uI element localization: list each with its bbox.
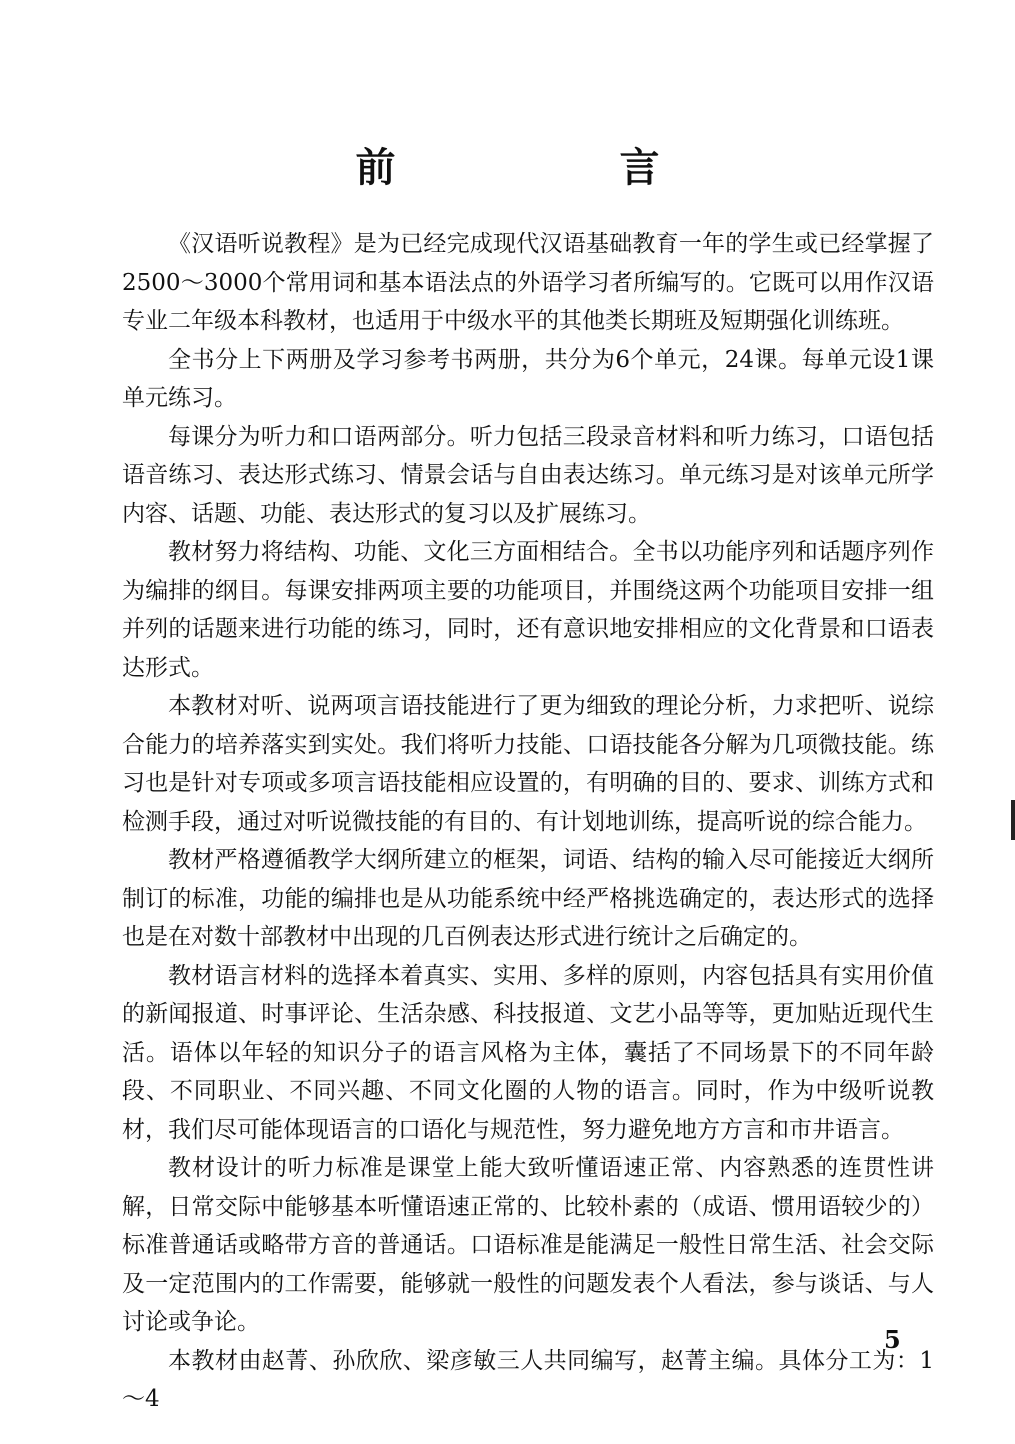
scan-edge-mark xyxy=(1011,800,1015,840)
paragraph: 全书分上下两册及学习参考书两册，共分为6个单元，24课。每单元设1课单元练习。 xyxy=(122,346,934,411)
paragraph: 教材努力将结构、功能、文化三方面相结合。全书以功能序列和话题序列作为编排的纲目。每课安排两项主要的功能项目，并围绕这两个功能项目安排一组并列的话题来进行功能的练习，同时，还有意识地安排相应的文化背景和口语表达形式。 xyxy=(122,539,934,681)
page-number: 5 xyxy=(884,1325,901,1354)
paragraph: 《汉语听说教程》是为已经完成现代汉语基础教育一年的学生或已经掌握了2500～3000个常用词和基本语法点的外语学习者所编写的。它既可以用作汉语专业二年级本科教材，也适用于中级水平的其他类长期班及短期强化训练班。 xyxy=(122,231,934,334)
preface-body xyxy=(122,225,934,1419)
paragraph: 教材严格遵循教学大纲所建立的框架，词语、结构的输入尽可能接近大纲所制订的标准，功能的编排也是从功能系统中经严格挑选确定的，表达形式的选择也是在对数十部教材中出现的几百例表达形式进行统计之后确定的。 xyxy=(122,847,934,950)
paragraph: 本教材对听、说两项言语技能进行了更为细致的理论分析，力求把听、说综合能力的培养落实到实处。我们将听力技能、口语技能各分解为几项微技能。练习也是针对专项或多项言语技能相应设置的，有明确的目的、要求、训练方式和检测手段，通过对听说微技能的有目的、有计划地训练，提高听说的综合能力。 xyxy=(122,693,934,835)
paragraph: 本教材由赵菁、孙欣欣、梁彦敏三人共同编写，赵菁主编。具体分工为：1～4 xyxy=(122,1347,934,1412)
page-title: 前 言 xyxy=(355,144,752,191)
paragraph: 每课分为听力和口语两部分。听力包括三段录音材料和听力练习，口语包括语音练习、表达形式练习、情景会话与自由表达练习。单元练习是对该单元所学内容、话题、功能、表达形式的复习以及扩展练习。 xyxy=(122,423,934,527)
paragraph: 教材设计的听力标准是课堂上能大致听懂语速正常、内容熟悉的连贯性讲解，日常交际中能够基本听懂语速正常的、比较朴素的（成语、惯用语较少的）标准普通话或略带方音的普通话。口语标准是能满足一般性日常生活、社会交际及一定范围内的工作需要，能够就一般性的问题发表个人看法，参与谈话、与人讨论或争论。 xyxy=(122,1155,934,1335)
paragraph: 教材语言材料的选择本着真实、实用、多样的原则，内容包括具有实用价值的新闻报道、时事评论、生活杂感、科技报道、文艺小品等等，更加贴近现代生活。语体以年轻的知识分子的语言风格为主体，囊括了不同场景下的不同年龄段、不同职业、不同兴趣、不同文化圈的人物的语言。同时，作为中级听说教材，我们尽可能体现语言的口语化与规范性，努力避免地方方言和市井语言。 xyxy=(122,962,934,1143)
